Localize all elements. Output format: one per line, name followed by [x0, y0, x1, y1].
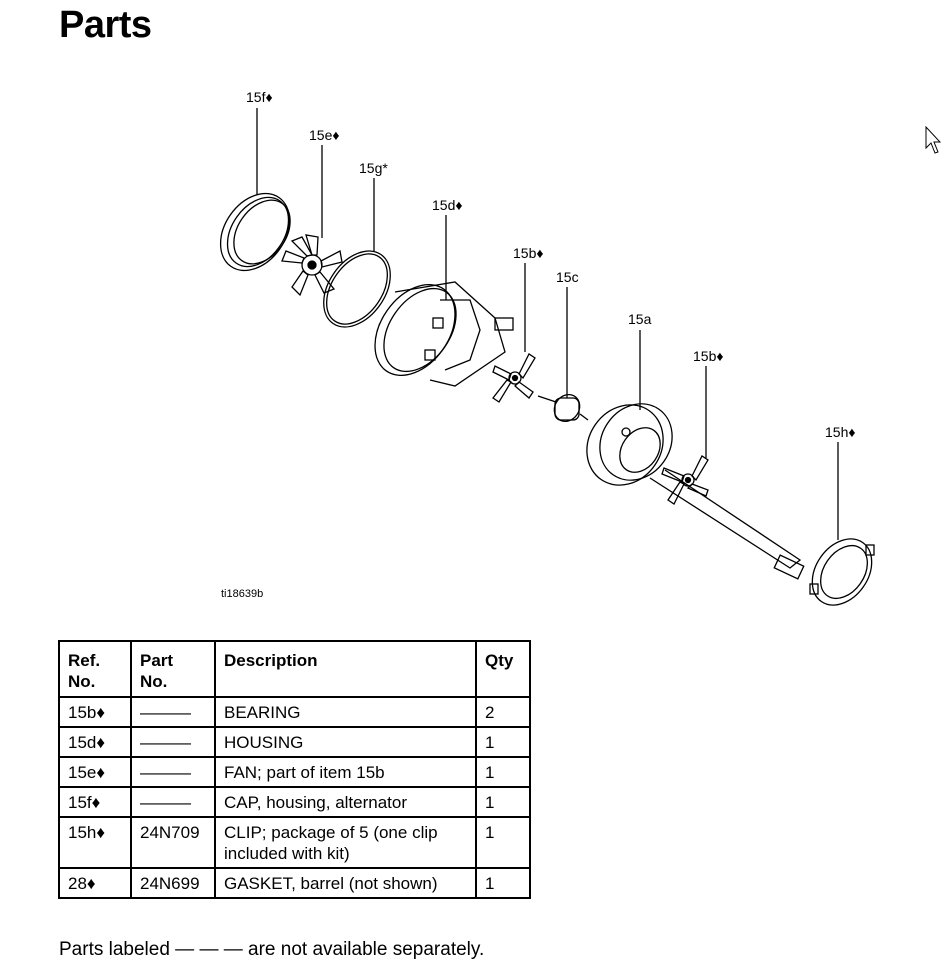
cell-description: CLIP; package of 5 (one clip included with kit)	[215, 817, 476, 868]
cell-part: 24N709	[131, 817, 215, 868]
cap-ring-15f	[206, 180, 303, 283]
table-row	[59, 868, 530, 898]
callout-15b-right: 15b♦	[693, 348, 724, 364]
header-description: Description	[215, 641, 476, 697]
cell-qty: 1	[476, 727, 530, 757]
clip-15h	[800, 528, 884, 617]
header-ref-line1: Ref.	[68, 651, 101, 670]
spindle-15c	[538, 390, 588, 427]
cell-description: CAP, housing, alternator	[215, 787, 476, 817]
callout-15d: 15d♦	[432, 197, 463, 213]
cell-ref: 28♦	[59, 868, 131, 898]
cell-description: GASKET, barrel (not shown)	[215, 868, 476, 898]
table-row	[59, 697, 530, 727]
cell-description: HOUSING	[215, 727, 476, 757]
callout-15e: 15e♦	[309, 127, 340, 143]
stator-15a	[571, 390, 803, 579]
callout-15h: 15h♦	[825, 424, 856, 440]
header-qty: Qty	[476, 641, 530, 697]
cell-ref: 15f♦	[59, 787, 131, 817]
housing-15d	[358, 270, 513, 391]
cell-qty: 1	[476, 787, 530, 817]
fan-15e	[282, 235, 342, 295]
cell-qty: 1	[476, 868, 530, 898]
table-header-row	[59, 641, 530, 697]
parts-table	[58, 640, 531, 899]
header-ref-line2: No.	[68, 672, 96, 691]
cell-qty: 2	[476, 697, 530, 727]
footnote: Parts labeled — — — are not available separately.	[59, 939, 485, 960]
table-row	[59, 817, 530, 868]
mouse-cursor-icon	[925, 126, 941, 156]
cell-qty: 1	[476, 757, 530, 787]
cell-part: 24N699	[131, 868, 215, 898]
cell-ref: 15b♦	[59, 697, 131, 727]
cell-part: ———	[131, 757, 215, 787]
cell-ref: 15h♦	[59, 817, 131, 868]
cell-qty: 1	[476, 817, 530, 868]
cell-description: FAN; part of item 15b	[215, 757, 476, 787]
callout-15g: 15g*	[359, 160, 388, 176]
callout-15b-left: 15b♦	[513, 245, 544, 261]
cell-part: ———	[131, 697, 215, 727]
cell-part: ———	[131, 787, 215, 817]
table-row	[59, 757, 530, 787]
page-title: Parts	[59, 4, 152, 46]
figure-id: ti18639b	[221, 588, 264, 600]
callout-15c: 15c	[556, 269, 579, 285]
header-part-line2: No.	[140, 672, 168, 691]
o-ring-15g	[310, 239, 404, 340]
bearing-15b-left	[493, 354, 535, 402]
callout-15f: 15f♦	[246, 89, 273, 105]
cell-ref: 15e♦	[59, 757, 131, 787]
cell-ref: 15d♦	[59, 727, 131, 757]
header-part-no	[131, 641, 215, 697]
bearing-15b-right	[662, 456, 708, 504]
header-part-line1: Part	[140, 651, 174, 670]
header-ref-no	[59, 641, 131, 697]
table-row	[59, 787, 530, 817]
callout-15a: 15a	[628, 311, 652, 327]
cell-description: BEARING	[215, 697, 476, 727]
cell-part: ———	[131, 727, 215, 757]
table-row	[59, 727, 530, 757]
